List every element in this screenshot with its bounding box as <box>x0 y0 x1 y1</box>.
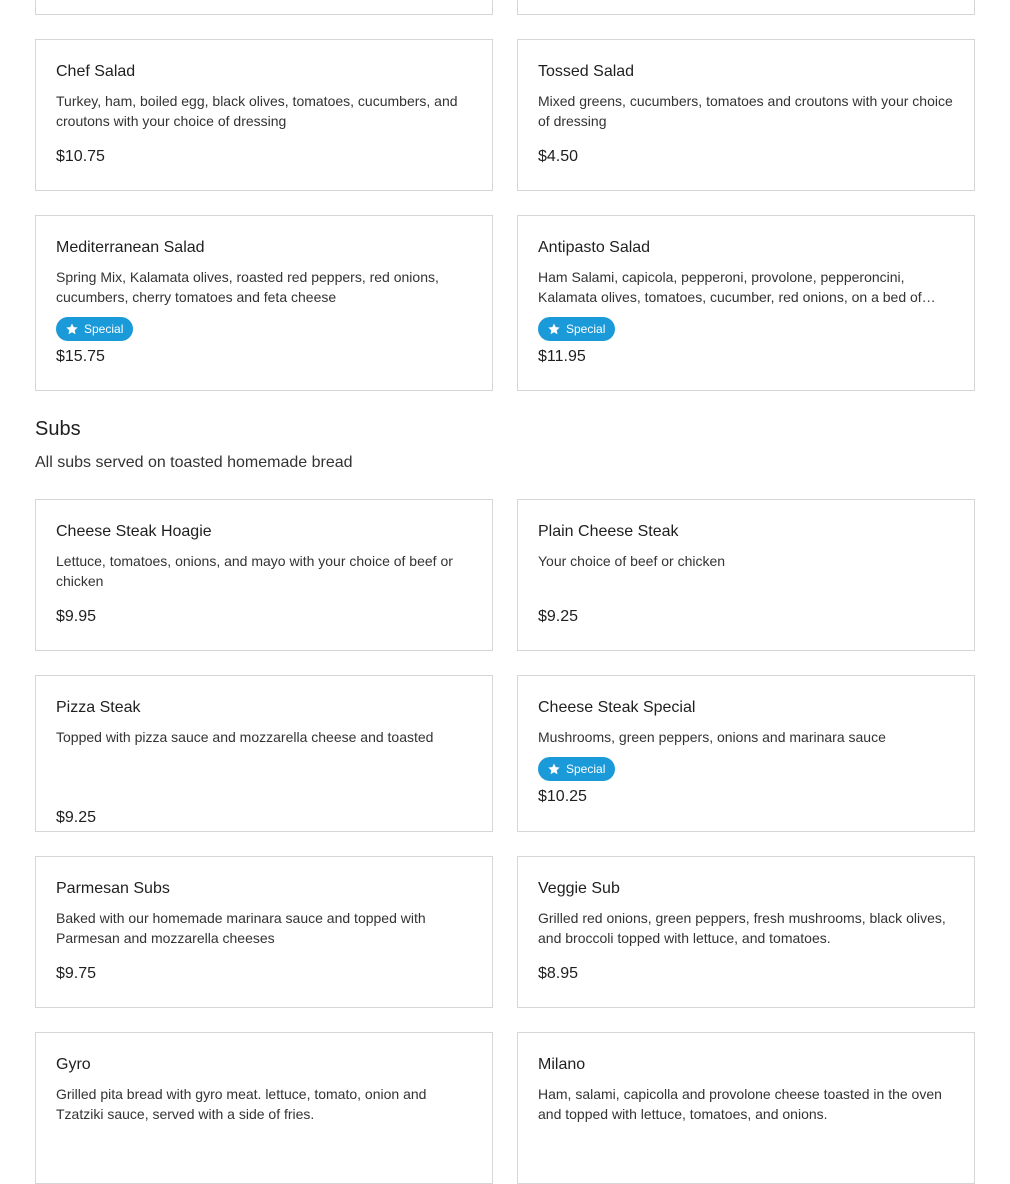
item-name: Tossed Salad <box>538 63 635 80</box>
item-price: $9.25 <box>56 809 97 826</box>
menu-item-card[interactable] <box>35 675 493 832</box>
item-description: Topped with pizza sauce and mozzarella cheese and toasted <box>56 729 434 745</box>
special-badge-label: Special <box>566 762 606 776</box>
item-price: $9.75 <box>56 965 97 982</box>
star-icon <box>65 322 79 336</box>
star-icon <box>547 762 561 776</box>
item-name: Plain Cheese Steak <box>538 523 679 540</box>
star-icon <box>547 322 561 336</box>
menu-item-card[interactable] <box>517 215 975 391</box>
menu-item-card[interactable] <box>35 39 493 191</box>
menu-item-card[interactable] <box>517 499 975 651</box>
item-description: Baked with our homemade marinara sauce and topped with Parmesan and mozzarella cheeses <box>56 910 426 946</box>
menu-item-card-partial[interactable] <box>35 0 493 15</box>
item-name: Milano <box>538 1056 586 1073</box>
section-title: Subs <box>35 418 81 440</box>
section-subtitle: All subs served on toasted homemade bread <box>35 454 353 471</box>
menu-item-card[interactable] <box>35 215 493 391</box>
item-price: $4.50 <box>538 148 579 165</box>
item-description: Spring Mix, Kalamata olives, roasted red peppers, red onions, cucumbers, cherry tomatoes and feta cheese <box>56 269 439 305</box>
special-badge <box>538 317 615 341</box>
item-price: $15.75 <box>56 348 105 365</box>
item-description: Mixed greens, cucumbers, tomatoes and croutons with your choice of dressing <box>538 93 953 129</box>
menu-item-card[interactable] <box>35 1032 493 1184</box>
menu-item-card[interactable] <box>35 856 493 1008</box>
item-price: $10.75 <box>56 148 105 165</box>
menu-item-card[interactable] <box>517 39 975 191</box>
menu-item-card[interactable] <box>35 499 493 651</box>
item-name: Pizza Steak <box>56 699 141 716</box>
item-description: Lettuce, tomatoes, onions, and mayo with your choice of beef or chicken <box>56 553 453 589</box>
item-name: Cheese Steak Hoagie <box>56 523 212 540</box>
item-name: Parmesan Subs <box>56 880 170 897</box>
menu-item-card[interactable] <box>517 675 975 832</box>
item-description: Ham, salami, capicolla and provolone cheese toasted in the oven and topped with lettuce, tomatoes, and onions. <box>538 1086 942 1122</box>
item-name: Cheese Steak Special <box>538 699 696 716</box>
item-price: $8.95 <box>538 965 579 982</box>
special-badge-label: Special <box>566 322 606 336</box>
item-description: Ham Salami, capicola, pepperoni, provolone, pepperoncini, Kalamata olives, tomatoes, cucumber, red onions, on a bed of… <box>538 269 936 305</box>
menu-item-card[interactable] <box>517 1032 975 1184</box>
item-description: Grilled red onions, green peppers, fresh mushrooms, black olives, and broccoli topped with lettuce, and tomatoes. <box>538 910 946 946</box>
special-badge-label: Special <box>84 322 124 336</box>
special-badge <box>56 317 133 341</box>
item-price: $10.25 <box>538 788 587 805</box>
item-description: Mushrooms, green peppers, onions and marinara sauce <box>538 729 886 745</box>
item-name: Veggie Sub <box>538 880 620 897</box>
item-price: $11.95 <box>538 348 586 365</box>
item-price: $9.95 <box>56 608 97 625</box>
item-description: Grilled pita bread with gyro meat. lettuce, tomato, onion and Tzatziki sauce, served with a side of fries. <box>56 1086 427 1122</box>
item-name: Antipasto Salad <box>538 239 651 256</box>
item-description: Turkey, ham, boiled egg, black olives, tomatoes, cucumbers, and croutons with your choice of dressing <box>56 93 458 129</box>
item-price: $9.25 <box>538 608 579 625</box>
menu-item-card[interactable] <box>517 856 975 1008</box>
special-badge <box>538 757 615 781</box>
item-name: Mediterranean Salad <box>56 239 205 256</box>
menu-item-card-partial[interactable] <box>517 0 975 15</box>
item-name: Chef Salad <box>56 63 136 80</box>
item-description: Your choice of beef or chicken <box>538 553 726 569</box>
item-name: Gyro <box>56 1056 91 1073</box>
